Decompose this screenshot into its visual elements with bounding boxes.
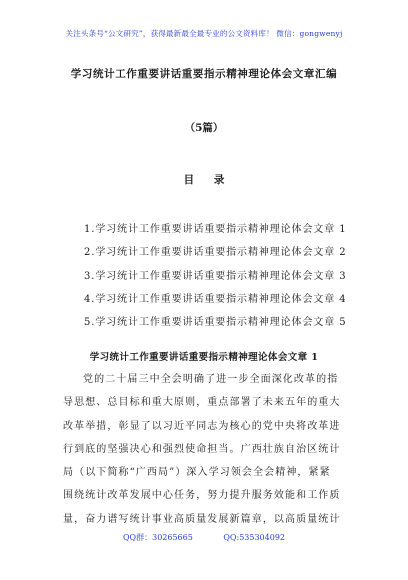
body-line: 局（以下简称“广西局”）深入学习领会全会精神，紧紧 bbox=[63, 467, 331, 479]
body-line: 量，奋力谱写统计事业高质量发展新篇章，以高质量统计 bbox=[63, 513, 341, 525]
footer-note bbox=[0, 532, 408, 543]
toc-item-2[interactable]: 2.学习统计工作重要讲话重要指示精神理论体会文章 2 bbox=[84, 247, 347, 259]
toc-item-1[interactable]: 1.学习统计工作重要讲话重要指示精神理论体会文章 1 bbox=[84, 224, 347, 235]
body-line: 改革举措，彰显了以习近平同志为核心的党中央将改革进 bbox=[63, 420, 341, 432]
document-count: （5篇） bbox=[184, 122, 224, 134]
section-title: 学习统计工作重要讲话重要指示精神理论体会文章 1 bbox=[89, 352, 319, 363]
header-note: 关注头条号“公文研究”，获得最新最全最专业的公文资料库！ 微信：gongwenyj bbox=[65, 29, 343, 38]
footer-qq: QQ:535304092 bbox=[223, 533, 285, 542]
body-line: 围绕统计改革发展中心任务，努力提升服务效能和工作质 bbox=[63, 490, 341, 502]
toc-heading: 目 录 bbox=[183, 174, 233, 186]
body-paragraph bbox=[63, 368, 347, 531]
footer-qq-group: QQ群：30265665 bbox=[122, 533, 193, 542]
toc-item-5[interactable]: 5.学习统计工作重要讲话重要指示精神理论体会文章 5 bbox=[84, 317, 347, 329]
body-line: 导思想、总目标和重大原则，重点部署了未来五年的重大 bbox=[63, 397, 341, 409]
toc-item-4[interactable]: 4.学习统计工作重要讲话重要指示精神理论体会文章 4 bbox=[84, 293, 347, 305]
table-of-contents bbox=[84, 218, 354, 334]
toc-item-3[interactable]: 3.学习统计工作重要讲话重要指示精神理论体会文章 3 bbox=[84, 270, 347, 282]
document-title: 学习统计工作重要讲话重要指示精神理论体会文章汇编 bbox=[70, 68, 338, 80]
body-line: 党的二十届三中全会明确了进一步全面深化改革的指 bbox=[83, 374, 339, 385]
body-line: 行到底的坚强决心和强烈使命担当。广西壮族自治区统计 bbox=[63, 443, 341, 455]
